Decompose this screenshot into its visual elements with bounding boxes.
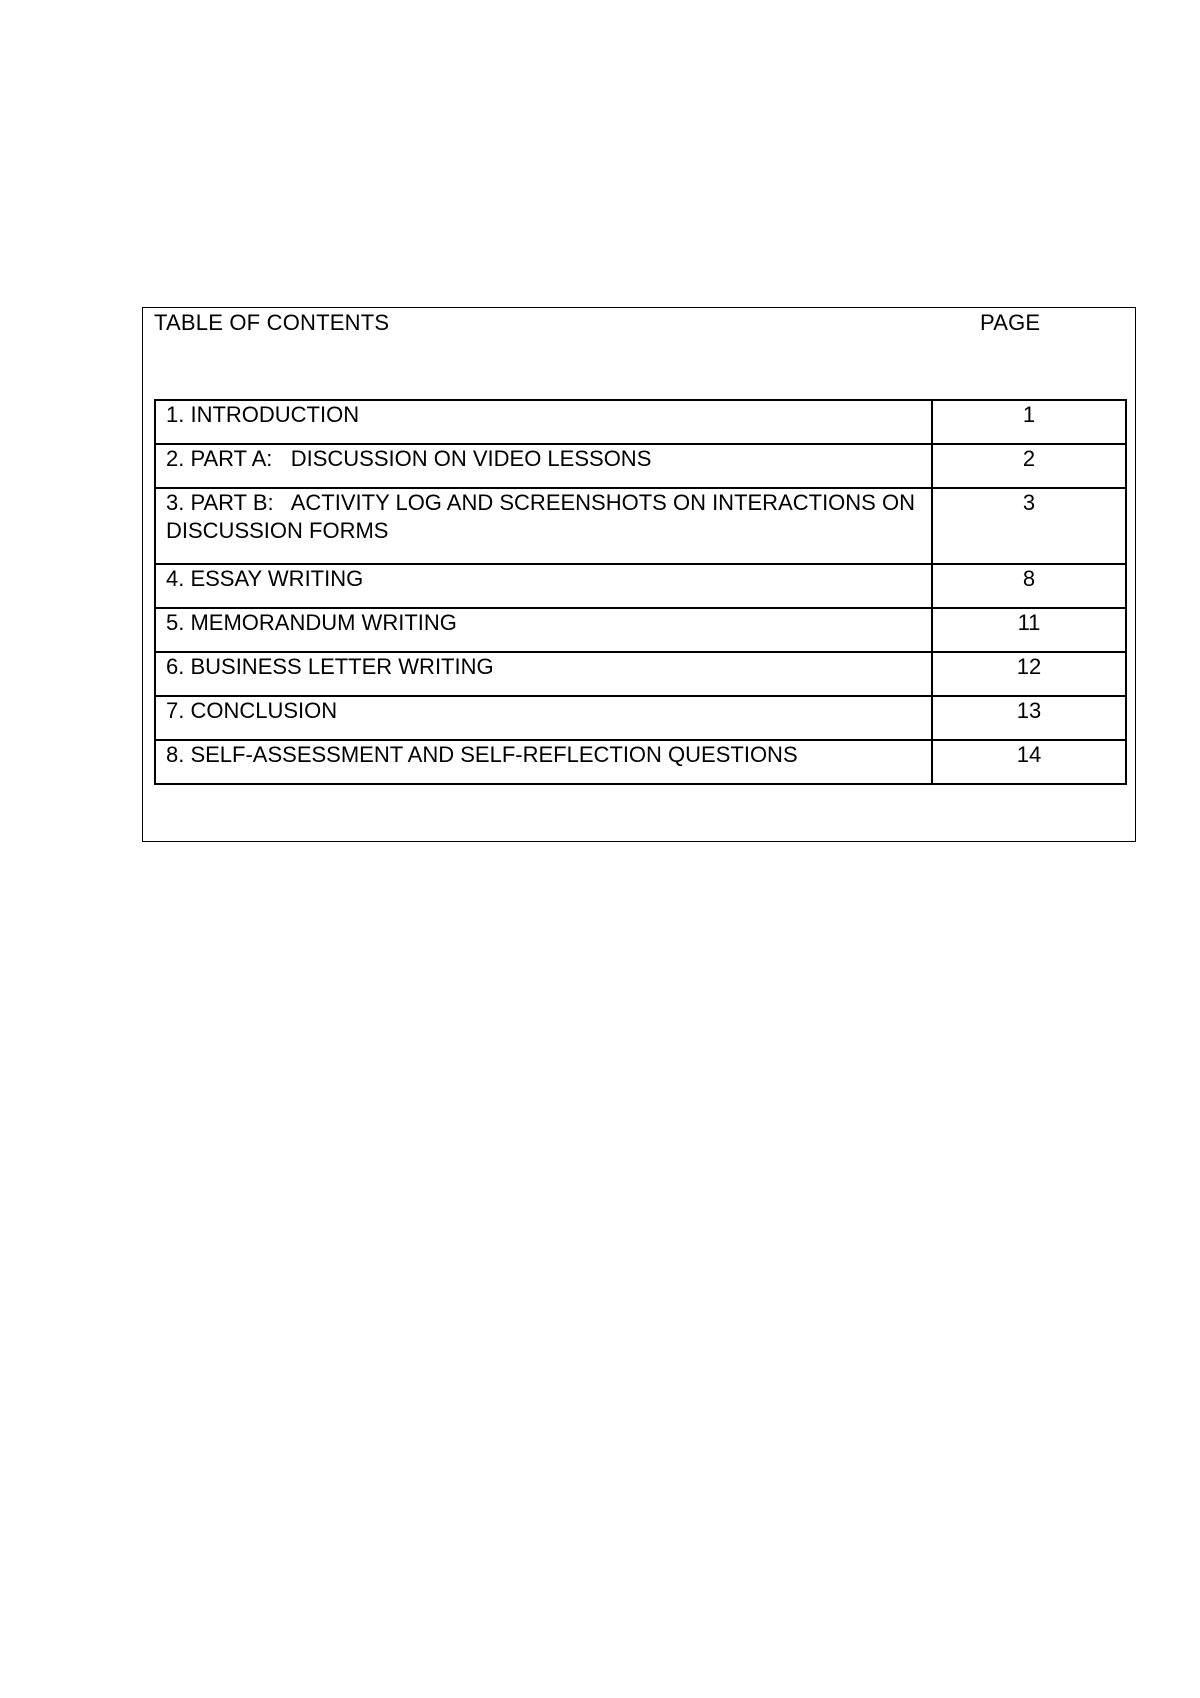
toc-row [155,740,1126,784]
toc-row [155,652,1126,696]
toc-entry-title: 6. BUSINESS LETTER WRITING [155,652,932,696]
toc-row [155,696,1126,740]
toc-entry-title: 2. PART A: DISCUSSION ON VIDEO LESSONS [155,444,932,488]
toc-row [155,608,1126,652]
toc-entry-page: 14 [932,740,1126,784]
toc-entry-page: 8 [932,564,1126,608]
table-of-contents-frame [142,307,1136,842]
toc-table [154,399,1127,785]
toc-row [155,564,1126,608]
toc-row [155,488,1126,564]
toc-entry-page: 2 [932,444,1126,488]
toc-heading: TABLE OF CONTENTS [154,310,390,335]
toc-entry-title: 4. ESSAY WRITING [155,564,932,608]
toc-row [155,444,1126,488]
page-column-heading: PAGE [980,310,1041,335]
toc-entry-title: 7. CONCLUSION [155,696,932,740]
toc-entry-page: 1 [932,400,1126,444]
toc-entry-title: 8. SELF-ASSESSMENT AND SELF-REFLECTION QUESTIONS [155,740,932,784]
toc-entry-page: 13 [932,696,1126,740]
toc-entry-title: 1. INTRODUCTION [155,400,932,444]
toc-row [155,400,1126,444]
toc-entry-page: 3 [932,488,1126,564]
toc-entry-page: 11 [932,608,1126,652]
toc-entry-title: 5. MEMORANDUM WRITING [155,608,932,652]
toc-entry-page: 12 [932,652,1126,696]
toc-entry-title: 3. PART B: ACTIVITY LOG AND SCREENSHOTS ON INTERACTIONS ON DISCUSSION FORMS [155,488,932,564]
